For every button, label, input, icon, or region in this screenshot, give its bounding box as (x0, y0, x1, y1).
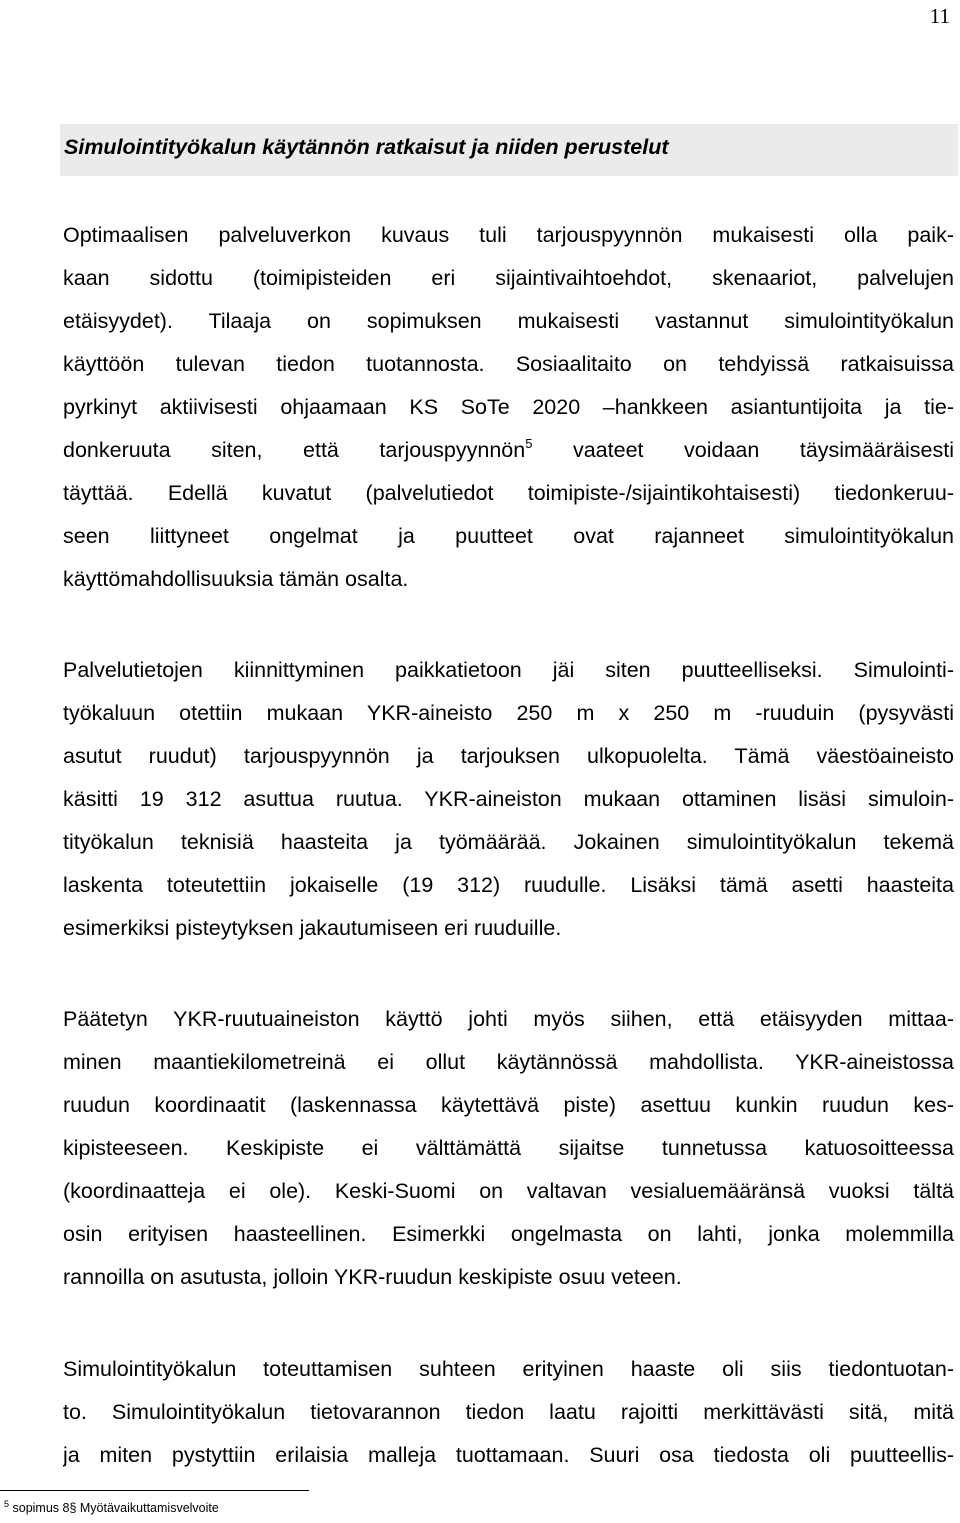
section-heading-text: Simulointityökalun käytännön ratkaisut ja niiden perustelut (64, 135, 669, 159)
paragraph-line: ruudun koordinaatit (laskennassa käytettävä piste) asettuu kunkin ruudun kes- (63, 1093, 954, 1117)
paragraph-1 (63, 214, 954, 601)
footnote-reference: 5 (525, 436, 533, 451)
paragraph-line: laskenta toteutettiin jokaiselle (19 312) ruudulle. Lisäksi tämä asetti haasteita (63, 873, 954, 897)
paragraph-line: esimerkiksi pisteytyksen jakautumiseen eri ruuduille. (63, 916, 562, 940)
section-heading (60, 124, 958, 176)
paragraph-line: käyttömahdollisuuksia tämän osalta. (63, 567, 409, 591)
footnote (4, 1501, 219, 1515)
paragraph-line: asutut ruudut) tarjouspyynnön ja tarjouksen ulkopuolelta. Tämä väestöaineisto (63, 744, 954, 768)
paragraph-line: kaan sidottu (toimipisteiden eri sijaintivaihtoehdot, skenaariot, palvelujen (63, 266, 954, 290)
page-number: 11 (929, 4, 950, 28)
paragraph-line: Palvelutietojen kiinnittyminen paikkatietoon jäi siten puutteelliseksi. Simulointi- (63, 658, 954, 682)
line-text: donkeruuta siten, että tarjouspyynnön (63, 438, 526, 462)
paragraph-line: kipisteeseen. Keskipiste ei välttämättä sijaitse tunnetussa katuosoitteessa (63, 1136, 954, 1160)
paragraph-line: pyrkinyt aktiivisesti ohjaamaan KS SoTe 2020 –hankkeen asiantuntijoita ja tie- (63, 395, 954, 419)
paragraph-line: käyttöön tulevan tiedon tuotannosta. Sosiaalitaito on tehdyissä ratkaisuissa (63, 352, 954, 376)
footnote-text: sopimus 8§ Myötävaikuttamisvelvoite (9, 1501, 219, 1515)
paragraph-line: etäisyydet). Tilaaja on sopimuksen mukaisesti vastannut simulointityökalun (63, 309, 954, 333)
paragraph-line: rannoilla on asutusta, jolloin YKR-ruudun keskipiste osuu veteen. (63, 1265, 682, 1289)
paragraph-line: tityökalun teknisiä haasteita ja työmäärää. Jokainen simulointityökalun tekemä (63, 830, 954, 854)
paragraph-line: seen liittyneet ongelmat ja puutteet ovat rajanneet simulointityökalun (63, 524, 954, 548)
footnote-marker: 5 (4, 1499, 10, 1509)
footnote-separator (0, 1490, 309, 1491)
paragraph-line: työkaluun otettiin mukaan YKR-aineisto 250 m x 250 m -ruuduin (pysyvästi (63, 701, 954, 725)
paragraph-line: Optimaalisen palveluverkon kuvaus tuli tarjouspyynnön mukaisesti olla paik- (63, 223, 954, 247)
paragraph-line: Simulointityökalun toteuttamisen suhteen erityinen haaste oli siis tiedontuotan- (63, 1357, 954, 1381)
paragraph-2 (63, 649, 954, 950)
paragraph-3 (63, 998, 954, 1299)
paragraph-line: käsitti 19 312 asuttua ruutua. YKR-aineiston mukaan ottaminen lisäsi simuloin- (63, 787, 954, 811)
paragraph-line: osin erityisen haasteellinen. Esimerkki ongelmasta on lahti, jonka molemmilla (63, 1222, 954, 1246)
paragraph-line: to. Simulointityökalun tietovarannon tiedon laatu rajoitti merkittävästi sitä, mitä (63, 1400, 954, 1424)
paragraph-line: minen maantiekilometreinä ei ollut käytännössä mahdollista. YKR-aineistossa (63, 1050, 954, 1074)
paragraph-line: täyttää. Edellä kuvatut (palvelutiedot toimipiste-/sijaintikohtaisesti) tiedonkeruu- (63, 481, 954, 505)
paragraph-line: (koordinaatteja ei ole). Keski-Suomi on valtavan vesialuemääränsä vuoksi tältä (63, 1179, 954, 1203)
paragraph-line: ja miten pystyttiin erilaisia malleja tuottamaan. Suuri osa tiedosta oli puutteellis- (63, 1443, 954, 1467)
line-text-continued: vaateet voidaan täysimääräisesti (532, 438, 954, 462)
paragraph-line: Päätetyn YKR-ruutuaineiston käyttö johti myös siihen, että etäisyyden mittaa- (63, 1007, 954, 1031)
paragraph-line-with-footnote-ref (63, 429, 954, 472)
paragraph-4 (63, 1348, 954, 1477)
